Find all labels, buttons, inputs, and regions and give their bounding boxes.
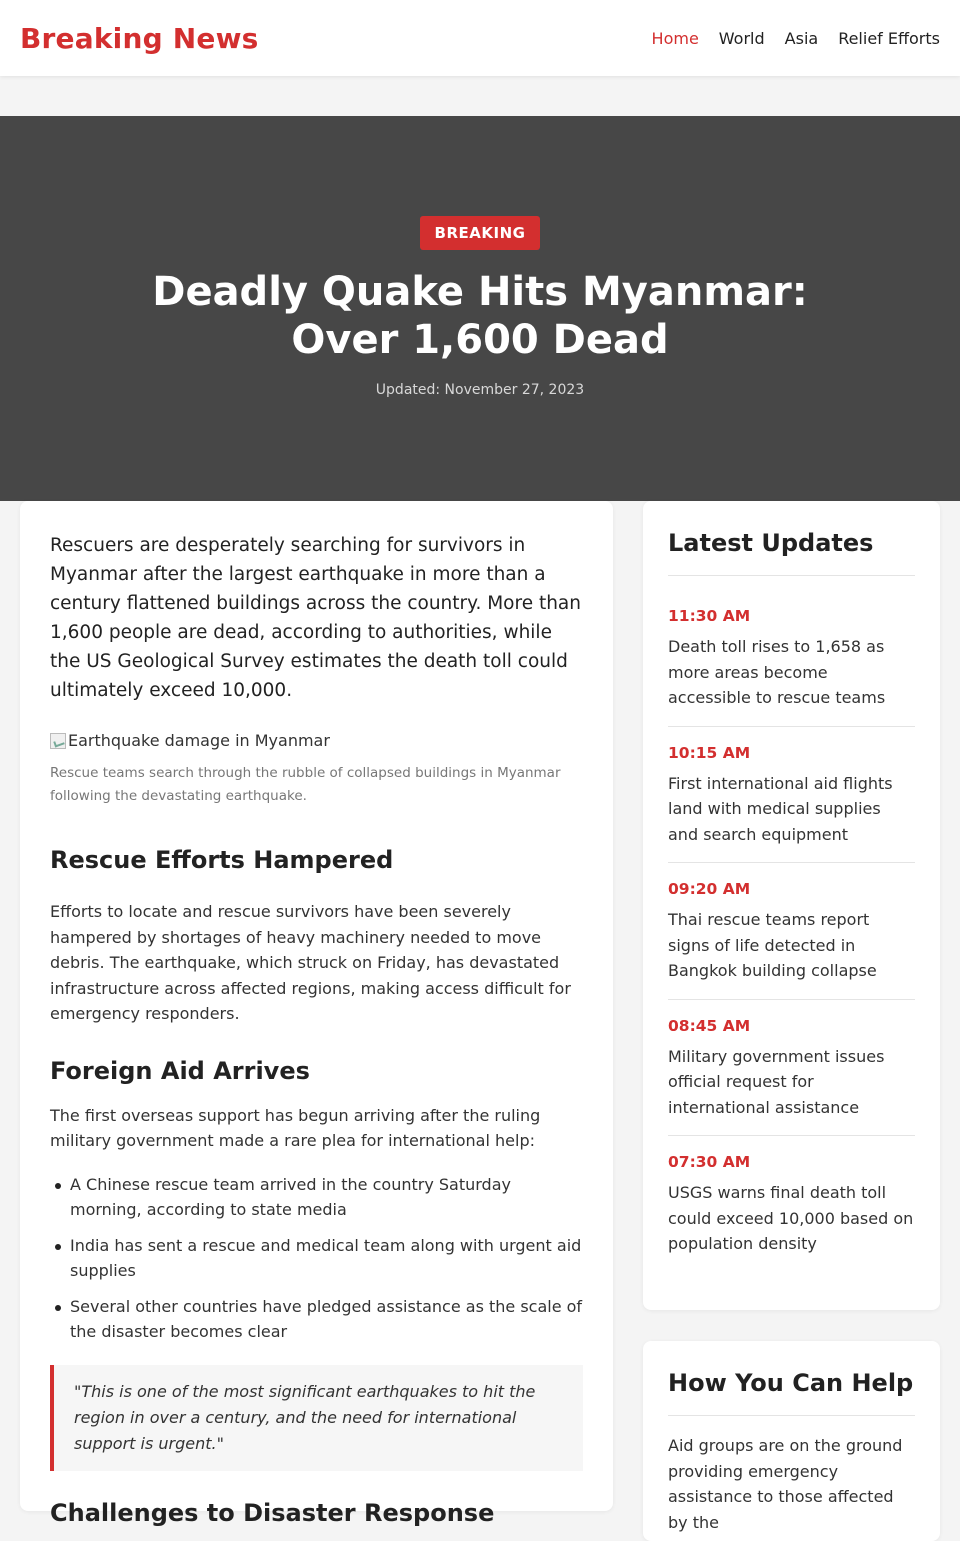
update-time: 09:20 AM — [668, 880, 751, 898]
list-item: A Chinese rescue team arrived in the country Saturday morning, according to state media — [70, 1172, 583, 1223]
list-item: Several other countries have pledged assistance as the scale of the disaster becomes clear — [70, 1294, 583, 1345]
update-time: 07:30 AM — [668, 1153, 751, 1171]
update-item — [668, 863, 915, 1000]
nav-link-asia[interactable]: Asia — [784, 28, 819, 48]
update-item — [668, 727, 915, 864]
section-text-foreign-aid: The first overseas support has begun arriving after the ruling military government made a rare plea for international help: — [50, 1105, 541, 1150]
update-text: USGS warns final death toll could exceed 10,000 based on population density — [668, 1183, 914, 1253]
update-time: 10:15 AM — [668, 743, 751, 762]
nav-link-home[interactable]: Home — [651, 28, 699, 48]
site-header — [0, 0, 960, 76]
article-body — [20, 501, 613, 1527]
image-caption: Rescue teams search through the rubble of collapsed buildings in Myanmar following the devastating earthquake. — [50, 765, 561, 804]
lead-paragraph: Rescuers are desperately searching for survivors in Myanmar after the largest earthquake in more than a century flattened buildings across the country. More than 1,600 people are dead, according to authorities, while the US Geological Survey estimates the death toll could ultimately exceed 10,000. — [50, 535, 581, 701]
update-item — [668, 1136, 915, 1272]
main-nav — [652, 29, 940, 48]
section-heading-challenges: Challenges to Disaster Response — [50, 1498, 495, 1527]
update-text: Death toll rises to 1,658 as more areas become accessible to rescue teams — [668, 637, 886, 707]
update-text: Military government issues official request for international assistance — [668, 1046, 885, 1117]
section-heading-rescue: Rescue Efforts Hampered — [50, 846, 394, 874]
hero-banner — [0, 116, 960, 501]
how-to-help-title: How You Can Help — [668, 1369, 915, 1416]
update-time: 08:45 AM — [668, 1016, 751, 1035]
nav-link-world[interactable]: World — [718, 28, 765, 48]
how-to-help-card — [643, 1341, 940, 1541]
headline: Deadly Quake Hits Myanmar: Over 1,600 Dead — [152, 269, 808, 363]
section-heading-foreign-aid: Foreign Aid Arrives — [50, 1056, 310, 1085]
update-item — [668, 576, 915, 727]
latest-updates-card — [643, 501, 940, 1310]
update-item — [668, 1000, 915, 1137]
pull-quote: "This is one of the most significant earthquakes to hit the region in over a century, and the need for international support is urgent." — [50, 1365, 583, 1471]
article-image — [50, 731, 583, 750]
nav-link-relief-efforts[interactable]: Relief Efforts — [838, 28, 940, 48]
breaking-badge: BREAKING — [420, 216, 541, 250]
section-text-rescue: Efforts to locate and rescue survivors have been severely hampered by shortages of heavy machinery needed to move debris. The earthquake, which struck on Friday, has devastated infrastructure across affected regions, making access difficult for emergency responders. — [50, 902, 571, 1023]
update-text: First international aid flights land with medical supplies and search equipment — [668, 773, 893, 844]
aid-list — [50, 1172, 583, 1345]
latest-updates-title: Latest Updates — [668, 529, 915, 576]
site-logo[interactable]: Breaking News — [20, 21, 259, 55]
list-item: India has sent a rescue and medical team along with urgent aid supplies — [70, 1233, 583, 1284]
update-time: 11:30 AM — [668, 607, 751, 625]
updated-date: Updated: November 27, 2023 — [375, 382, 585, 398]
broken-image-icon — [50, 733, 66, 749]
update-text: Thai rescue teams report signs of life detected in Bangkok building collapse — [668, 910, 877, 980]
how-to-help-text: Aid groups are on the ground providing emergency assistance to those affected by the — [668, 1436, 903, 1532]
image-alt-text: Earthquake damage in Myanmar — [68, 731, 330, 750]
